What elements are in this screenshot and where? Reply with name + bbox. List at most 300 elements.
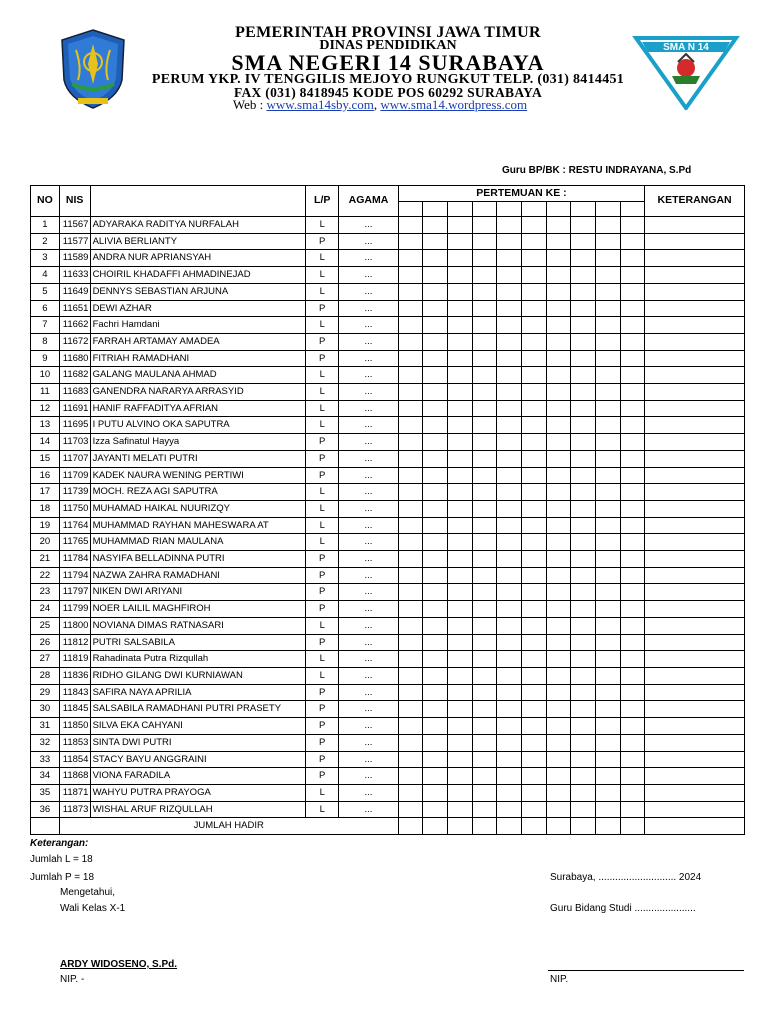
meeting-cell xyxy=(546,718,571,735)
meeting-cell xyxy=(595,651,620,668)
meeting-cell xyxy=(472,417,497,434)
meeting-cell xyxy=(595,617,620,634)
row-agama: ... xyxy=(339,333,399,350)
row-no: 29 xyxy=(31,684,60,701)
table-row xyxy=(31,400,745,417)
meeting-cell xyxy=(398,367,423,384)
meeting-cell xyxy=(546,634,571,651)
web-link-1[interactable]: www.sma14sby.com xyxy=(266,97,374,112)
header-fax: FAX (031) 8418945 KODE POS 60292 SURABAYA xyxy=(233,85,543,100)
row-name: NOER LAILIL MAGHFIROH xyxy=(90,601,306,618)
meeting-header-cell xyxy=(472,202,497,217)
row-agama: ... xyxy=(339,567,399,584)
meeting-cell xyxy=(620,400,645,417)
meeting-cell xyxy=(546,617,571,634)
meeting-cell xyxy=(595,267,620,284)
table-row xyxy=(31,333,745,350)
row-name: ALIVIA BERLIANTY xyxy=(90,233,306,250)
row-agama: ... xyxy=(339,701,399,718)
subject-teacher-nip: NIP. xyxy=(550,974,569,985)
meeting-cell xyxy=(546,784,571,801)
count-female: Jumlah P = 18 xyxy=(30,872,95,883)
row-name: NASYIFA BELLADINNA PUTRI xyxy=(90,551,306,568)
row-keterangan xyxy=(645,768,745,785)
meeting-cell xyxy=(521,300,546,317)
meeting-cell xyxy=(448,333,473,350)
meeting-cell xyxy=(448,517,473,534)
row-no: 20 xyxy=(31,534,60,551)
row-agama: ... xyxy=(339,734,399,751)
total-cell xyxy=(398,818,423,835)
row-no: 25 xyxy=(31,617,60,634)
meeting-cell xyxy=(423,400,448,417)
meeting-cell xyxy=(595,601,620,618)
row-lp: L xyxy=(306,384,339,401)
meeting-cell xyxy=(497,217,522,234)
row-agama: ... xyxy=(339,283,399,300)
meeting-cell xyxy=(497,651,522,668)
row-name: MUHAMMAD RAYHAN MAHESWARA AT xyxy=(90,517,306,534)
row-name: CHOIRIL KHADAFFI AHMADINEJAD xyxy=(90,267,306,284)
meeting-cell xyxy=(546,484,571,501)
row-no: 5 xyxy=(31,283,60,300)
table-row xyxy=(31,317,745,334)
row-keterangan xyxy=(645,601,745,618)
meeting-cell xyxy=(595,684,620,701)
meeting-cell xyxy=(398,567,423,584)
table-row xyxy=(31,684,745,701)
row-lp: P xyxy=(306,601,339,618)
total-cell xyxy=(595,818,620,835)
row-nis: 11794 xyxy=(59,567,90,584)
total-cell xyxy=(448,818,473,835)
row-agama: ... xyxy=(339,551,399,568)
meeting-cell xyxy=(521,450,546,467)
meeting-cell xyxy=(620,768,645,785)
meeting-cell xyxy=(472,384,497,401)
meeting-header-cell xyxy=(448,202,473,217)
meeting-cell xyxy=(620,734,645,751)
table-row xyxy=(31,701,745,718)
row-no: 35 xyxy=(31,784,60,801)
table-row xyxy=(31,718,745,735)
meeting-cell xyxy=(595,233,620,250)
meeting-cell xyxy=(546,250,571,267)
meeting-cell xyxy=(620,333,645,350)
meeting-cell xyxy=(571,484,596,501)
row-keterangan xyxy=(645,584,745,601)
meeting-cell xyxy=(423,584,448,601)
meeting-cell xyxy=(497,367,522,384)
row-name: ANDRA NUR APRIANSYAH xyxy=(90,250,306,267)
row-nis: 11750 xyxy=(59,500,90,517)
meeting-cell xyxy=(448,417,473,434)
row-no: 2 xyxy=(31,233,60,250)
meeting-cell xyxy=(472,233,497,250)
meeting-header-cell xyxy=(521,202,546,217)
meeting-cell xyxy=(448,267,473,284)
meeting-cell xyxy=(620,250,645,267)
row-nis: 11784 xyxy=(59,551,90,568)
meeting-cell xyxy=(398,551,423,568)
meeting-cell xyxy=(620,601,645,618)
meeting-cell xyxy=(448,450,473,467)
meeting-header-cell xyxy=(423,202,448,217)
meeting-cell xyxy=(546,317,571,334)
meeting-cell xyxy=(423,517,448,534)
meeting-cell xyxy=(595,567,620,584)
meeting-cell xyxy=(497,500,522,517)
meeting-cell xyxy=(398,350,423,367)
meeting-cell xyxy=(398,467,423,484)
row-nis: 11868 xyxy=(59,768,90,785)
row-agama: ... xyxy=(339,534,399,551)
meeting-cell xyxy=(521,467,546,484)
meeting-cell xyxy=(472,217,497,234)
row-lp: P xyxy=(306,450,339,467)
meeting-cell xyxy=(571,701,596,718)
meeting-cell xyxy=(423,551,448,568)
table-row xyxy=(31,651,745,668)
meeting-cell xyxy=(423,484,448,501)
meeting-cell xyxy=(571,718,596,735)
meeting-cell xyxy=(521,434,546,451)
meeting-cell xyxy=(423,384,448,401)
meeting-cell xyxy=(620,283,645,300)
meeting-cell xyxy=(448,751,473,768)
row-no: 9 xyxy=(31,350,60,367)
meeting-cell xyxy=(423,534,448,551)
row-name: SAFIRA NAYA APRILIA xyxy=(90,684,306,701)
row-no: 16 xyxy=(31,467,60,484)
meeting-cell xyxy=(595,434,620,451)
row-keterangan xyxy=(645,551,745,568)
meeting-cell xyxy=(472,584,497,601)
row-nis: 11819 xyxy=(59,651,90,668)
meeting-header-cell xyxy=(571,202,596,217)
meeting-cell xyxy=(497,768,522,785)
row-no: 30 xyxy=(31,701,60,718)
meeting-cell xyxy=(546,751,571,768)
meeting-header-cell xyxy=(620,202,645,217)
row-no: 4 xyxy=(31,267,60,284)
meeting-cell xyxy=(521,534,546,551)
row-nis: 11709 xyxy=(59,467,90,484)
meeting-cell xyxy=(448,551,473,568)
table-row xyxy=(31,801,745,818)
meeting-cell xyxy=(571,801,596,818)
meeting-cell xyxy=(497,801,522,818)
row-keterangan xyxy=(645,317,745,334)
meeting-cell xyxy=(546,701,571,718)
meeting-cell xyxy=(472,333,497,350)
meeting-cell xyxy=(423,651,448,668)
meeting-cell xyxy=(620,584,645,601)
meeting-cell xyxy=(497,283,522,300)
row-nis: 11764 xyxy=(59,517,90,534)
row-agama: ... xyxy=(339,500,399,517)
table-row xyxy=(31,634,745,651)
row-lp: L xyxy=(306,617,339,634)
meeting-cell xyxy=(398,317,423,334)
meeting-cell xyxy=(595,768,620,785)
meeting-cell xyxy=(571,233,596,250)
row-name: GANENDRA NARARYA ARRASYID xyxy=(90,384,306,401)
meeting-cell xyxy=(448,617,473,634)
table-row xyxy=(31,517,745,534)
row-no: 8 xyxy=(31,333,60,350)
meeting-cell xyxy=(546,651,571,668)
meeting-cell xyxy=(497,417,522,434)
row-agama: ... xyxy=(339,584,399,601)
total-cell xyxy=(546,818,571,835)
meeting-cell xyxy=(497,567,522,584)
row-name: KADEK NAURA WENING PERTIWI xyxy=(90,467,306,484)
meeting-cell xyxy=(546,517,571,534)
meeting-cell xyxy=(620,718,645,735)
meeting-cell xyxy=(546,467,571,484)
meeting-cell xyxy=(571,517,596,534)
meeting-cell xyxy=(546,684,571,701)
meeting-cell xyxy=(497,267,522,284)
row-no: 7 xyxy=(31,317,60,334)
meeting-cell xyxy=(472,567,497,584)
row-agama: ... xyxy=(339,651,399,668)
counselor-label: Guru BP/BK : RESTU INDRAYANA, S.Pd xyxy=(502,165,692,176)
row-no: 18 xyxy=(31,500,60,517)
meeting-cell xyxy=(546,267,571,284)
meeting-cell xyxy=(620,450,645,467)
meeting-cell xyxy=(571,768,596,785)
meeting-cell xyxy=(448,434,473,451)
row-nis: 11651 xyxy=(59,300,90,317)
meeting-cell xyxy=(398,718,423,735)
row-agama: ... xyxy=(339,517,399,534)
meeting-cell xyxy=(423,350,448,367)
table-row xyxy=(31,367,745,384)
total-cell xyxy=(423,818,448,835)
row-nis: 11672 xyxy=(59,333,90,350)
meeting-cell xyxy=(448,734,473,751)
meeting-cell xyxy=(398,400,423,417)
meeting-cell xyxy=(497,333,522,350)
row-agama: ... xyxy=(339,417,399,434)
meeting-cell xyxy=(423,434,448,451)
table-row xyxy=(31,751,745,768)
meeting-cell xyxy=(398,250,423,267)
total-cell xyxy=(521,818,546,835)
meeting-cell xyxy=(423,467,448,484)
meeting-cell xyxy=(398,801,423,818)
meeting-cell xyxy=(546,400,571,417)
meeting-cell xyxy=(546,333,571,350)
row-lp: L xyxy=(306,267,339,284)
meeting-cell xyxy=(595,300,620,317)
meeting-cell xyxy=(398,584,423,601)
meeting-cell xyxy=(472,267,497,284)
meeting-cell xyxy=(497,617,522,634)
row-nis: 11703 xyxy=(59,434,90,451)
meeting-cell xyxy=(423,233,448,250)
meeting-cell xyxy=(571,400,596,417)
meeting-cell xyxy=(423,450,448,467)
table-row xyxy=(31,768,745,785)
header-line-government: PEMERINTAH PROVINSI JAWA TIMUR xyxy=(235,24,541,41)
row-no: 24 xyxy=(31,601,60,618)
meeting-cell xyxy=(448,384,473,401)
meeting-cell xyxy=(448,718,473,735)
meeting-cell xyxy=(521,784,546,801)
meeting-cell xyxy=(423,768,448,785)
meeting-cell xyxy=(521,734,546,751)
row-no: 26 xyxy=(31,634,60,651)
row-lp: L xyxy=(306,667,339,684)
meeting-cell xyxy=(571,667,596,684)
row-name: I PUTU ALVINO OKA SAPUTRA xyxy=(90,417,306,434)
col-header-lp: L/P xyxy=(306,186,339,217)
table-row xyxy=(31,384,745,401)
meeting-cell xyxy=(546,551,571,568)
row-name: Izza Safinatul Hayya xyxy=(90,434,306,451)
table-row xyxy=(31,283,745,300)
meeting-cell xyxy=(472,701,497,718)
meeting-cell xyxy=(472,651,497,668)
meeting-cell xyxy=(472,283,497,300)
meeting-cell xyxy=(448,684,473,701)
meeting-cell xyxy=(546,534,571,551)
row-agama: ... xyxy=(339,784,399,801)
meeting-cell xyxy=(398,617,423,634)
meeting-cell xyxy=(521,233,546,250)
row-keterangan xyxy=(645,417,745,434)
meeting-cell xyxy=(595,484,620,501)
row-nis: 11680 xyxy=(59,350,90,367)
row-name: FARRAH ARTAMAY AMADEA xyxy=(90,333,306,350)
row-agama: ... xyxy=(339,367,399,384)
meeting-cell xyxy=(546,584,571,601)
row-no: 34 xyxy=(31,768,60,785)
row-keterangan xyxy=(645,517,745,534)
row-no: 15 xyxy=(31,450,60,467)
meeting-cell xyxy=(497,250,522,267)
meeting-cell xyxy=(595,367,620,384)
row-no: 27 xyxy=(31,651,60,668)
row-keterangan xyxy=(645,734,745,751)
row-lp: L xyxy=(306,534,339,551)
meeting-cell xyxy=(472,734,497,751)
row-name: SALSABILA RAMADHANI PUTRI PRASETY xyxy=(90,701,306,718)
row-nis: 11854 xyxy=(59,751,90,768)
meeting-cell xyxy=(595,718,620,735)
row-lp: L xyxy=(306,217,339,234)
row-keterangan xyxy=(645,367,745,384)
table-row xyxy=(31,484,745,501)
row-no: 28 xyxy=(31,667,60,684)
meeting-cell xyxy=(620,534,645,551)
row-keterangan xyxy=(645,217,745,234)
meeting-cell xyxy=(448,250,473,267)
meeting-cell xyxy=(423,601,448,618)
total-cell xyxy=(472,818,497,835)
meeting-cell xyxy=(620,801,645,818)
meeting-cell xyxy=(398,768,423,785)
meeting-cell xyxy=(620,233,645,250)
meeting-cell xyxy=(546,567,571,584)
row-agama: ... xyxy=(339,601,399,618)
row-nis: 11845 xyxy=(59,701,90,718)
meeting-cell xyxy=(521,484,546,501)
row-agama: ... xyxy=(339,384,399,401)
meeting-cell xyxy=(620,300,645,317)
meeting-cell xyxy=(620,434,645,451)
header-line-department: DINAS PENDIDIKAN xyxy=(319,38,457,53)
row-name: SINTA DWI PUTRI xyxy=(90,734,306,751)
table-row xyxy=(31,500,745,517)
meeting-cell xyxy=(546,217,571,234)
row-no: 21 xyxy=(31,551,60,568)
meeting-cell xyxy=(423,300,448,317)
row-name: JAYANTI MELATI PUTRI xyxy=(90,450,306,467)
meeting-cell xyxy=(448,601,473,618)
row-no: 33 xyxy=(31,751,60,768)
homeroom-label: Wali Kelas X-1 xyxy=(60,903,126,914)
row-keterangan xyxy=(645,484,745,501)
meeting-cell xyxy=(521,217,546,234)
meeting-cell xyxy=(595,801,620,818)
meeting-cell xyxy=(595,784,620,801)
meeting-cell xyxy=(423,250,448,267)
meeting-cell xyxy=(620,617,645,634)
header-address: PERUM YKP. IV TENGGILIS MEJOYO RUNGKUT TELP. (031) 8414451 xyxy=(151,72,625,87)
row-keterangan xyxy=(645,667,745,684)
school-emblem-text: SMA N 14 xyxy=(663,42,709,53)
meeting-cell xyxy=(472,350,497,367)
row-no: 13 xyxy=(31,417,60,434)
col-header-keterangan: KETERANGAN xyxy=(645,186,745,217)
meeting-cell xyxy=(497,484,522,501)
meeting-cell xyxy=(448,283,473,300)
row-name: DENNYS SEBASTIAN ARJUNA xyxy=(90,283,306,300)
col-header-nis: NIS xyxy=(59,186,90,217)
row-lp: P xyxy=(306,350,339,367)
meeting-cell xyxy=(497,534,522,551)
meeting-cell xyxy=(472,434,497,451)
meeting-cell xyxy=(448,567,473,584)
meeting-cell xyxy=(472,551,497,568)
meeting-cell xyxy=(571,217,596,234)
row-no: 12 xyxy=(31,400,60,417)
total-cell xyxy=(571,818,596,835)
meeting-cell xyxy=(398,417,423,434)
row-lp: P xyxy=(306,734,339,751)
meeting-cell xyxy=(472,250,497,267)
row-keterangan xyxy=(645,801,745,818)
meeting-cell xyxy=(448,534,473,551)
row-agama: ... xyxy=(339,751,399,768)
meeting-cell xyxy=(423,283,448,300)
meeting-cell xyxy=(472,467,497,484)
meeting-cell xyxy=(571,317,596,334)
table-row xyxy=(31,434,745,451)
table-row xyxy=(31,217,745,234)
row-lp: L xyxy=(306,784,339,801)
web-link-2[interactable]: www.sma14.wordpress.com xyxy=(380,97,528,112)
meeting-cell xyxy=(472,784,497,801)
row-keterangan xyxy=(645,400,745,417)
col-header-name xyxy=(90,186,306,217)
row-nis: 11589 xyxy=(59,250,90,267)
meeting-cell xyxy=(423,667,448,684)
